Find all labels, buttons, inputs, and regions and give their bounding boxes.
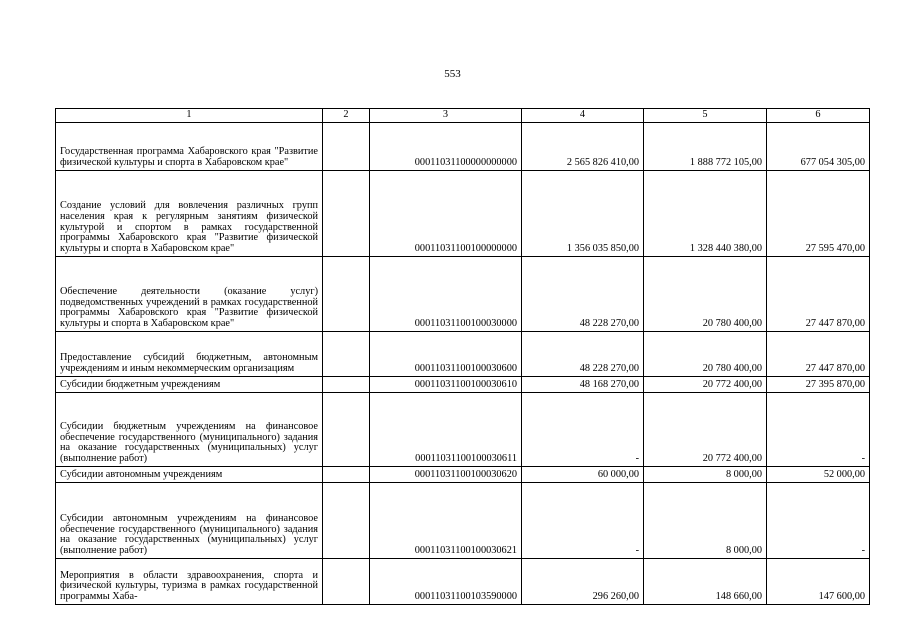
row-name: Предоставление субсидий бюджетным, автономным учреждениям и иным некоммерческим организациям bbox=[56, 332, 323, 377]
row-col2 bbox=[323, 483, 370, 559]
row-value-5: 8 000,00 bbox=[644, 467, 767, 483]
row-name: Мероприятия в области здравоохранения, спорта и физической культуры, туризма в рамках государственной программы Хаба- bbox=[56, 559, 323, 605]
table-row bbox=[56, 467, 870, 483]
row-name: Государственная программа Хабаровского края "Развитие физической культуры и спорта в Хабаровском крае" bbox=[56, 123, 323, 171]
row-value-6: 52 000,00 bbox=[767, 467, 870, 483]
row-code: 00011031100100030600 bbox=[370, 332, 522, 377]
row-value-4: 48 228 270,00 bbox=[522, 257, 644, 332]
row-col2 bbox=[323, 171, 370, 257]
row-value-5: 1 888 772 105,00 bbox=[644, 123, 767, 171]
row-value-5: 20 780 400,00 bbox=[644, 257, 767, 332]
row-col2 bbox=[323, 332, 370, 377]
row-code: 00011031100100030611 bbox=[370, 393, 522, 467]
row-code: 00011031100100030610 bbox=[370, 377, 522, 393]
row-col2 bbox=[323, 559, 370, 605]
row-value-4: 60 000,00 bbox=[522, 467, 644, 483]
row-name: Создание условий для вовлечения различных групп населения края к регулярным занятиям физической культурой и спортом в рамках государственной программы Хабаровского края "Развитие физической культуры и спорта в Хабаровском крае" bbox=[56, 171, 323, 257]
table-row bbox=[56, 123, 870, 171]
column-header: 1 bbox=[56, 109, 323, 123]
column-header: 2 bbox=[323, 109, 370, 123]
column-header: 4 bbox=[522, 109, 644, 123]
table-row bbox=[56, 483, 870, 559]
column-header: 3 bbox=[370, 109, 522, 123]
row-value-6: - bbox=[767, 393, 870, 467]
table-row bbox=[56, 257, 870, 332]
row-name: Субсидии бюджетным учреждениям bbox=[56, 377, 323, 393]
row-code: 00011031100100030621 bbox=[370, 483, 522, 559]
row-value-5: 8 000,00 bbox=[644, 483, 767, 559]
column-header: 5 bbox=[644, 109, 767, 123]
row-code: 00011031100100030620 bbox=[370, 467, 522, 483]
row-col2 bbox=[323, 257, 370, 332]
page-number: 553 bbox=[444, 68, 461, 80]
row-value-5: 20 772 400,00 bbox=[644, 393, 767, 467]
budget-table bbox=[55, 108, 870, 605]
row-code: 00011031100103590000 bbox=[370, 559, 522, 605]
row-code: 00011031100100000000 bbox=[370, 171, 522, 257]
row-value-4: - bbox=[522, 483, 644, 559]
table-row bbox=[56, 559, 870, 605]
column-header: 6 bbox=[767, 109, 870, 123]
row-value-4: 48 168 270,00 bbox=[522, 377, 644, 393]
row-value-5: 20 780 400,00 bbox=[644, 332, 767, 377]
row-value-4: - bbox=[522, 393, 644, 467]
row-value-6: 27 447 870,00 bbox=[767, 257, 870, 332]
row-value-6: 27 395 870,00 bbox=[767, 377, 870, 393]
row-value-5: 148 660,00 bbox=[644, 559, 767, 605]
row-code: 00011031100100030000 bbox=[370, 257, 522, 332]
row-value-5: 1 328 440 380,00 bbox=[644, 171, 767, 257]
row-code: 00011031100000000000 bbox=[370, 123, 522, 171]
row-col2 bbox=[323, 377, 370, 393]
row-name: Субсидии автономным учреждениям на финансовое обеспечение государственного (муниципального) задания на оказание государственных (муниципальных) услуг (выполнение работ) bbox=[56, 483, 323, 559]
row-name: Субсидии автономным учреждениям bbox=[56, 467, 323, 483]
row-value-4: 48 228 270,00 bbox=[522, 332, 644, 377]
row-name: Субсидии бюджетным учреждениям на финансовое обеспечение государственного (муниципального) задания на оказание государственных (муниципальных) услуг (выполнение работ) bbox=[56, 393, 323, 467]
table-header-row bbox=[56, 109, 870, 123]
table-row bbox=[56, 393, 870, 467]
row-value-6: 27 447 870,00 bbox=[767, 332, 870, 377]
table-row bbox=[56, 377, 870, 393]
row-value-4: 2 565 826 410,00 bbox=[522, 123, 644, 171]
row-col2 bbox=[323, 393, 370, 467]
row-value-6: - bbox=[767, 483, 870, 559]
row-value-5: 20 772 400,00 bbox=[644, 377, 767, 393]
table-row bbox=[56, 332, 870, 377]
row-value-6: 677 054 305,00 bbox=[767, 123, 870, 171]
row-value-6: 147 600,00 bbox=[767, 559, 870, 605]
row-name: Обеспечение деятельности (оказание услуг) подведомственных учреждений в рамках государственной программы Хабаровского края "Развитие физической культуры и спорта в Хабаровском крае" bbox=[56, 257, 323, 332]
row-col2 bbox=[323, 467, 370, 483]
table-row bbox=[56, 171, 870, 257]
row-col2 bbox=[323, 123, 370, 171]
row-value-4: 296 260,00 bbox=[522, 559, 644, 605]
row-value-6: 27 595 470,00 bbox=[767, 171, 870, 257]
row-value-4: 1 356 035 850,00 bbox=[522, 171, 644, 257]
